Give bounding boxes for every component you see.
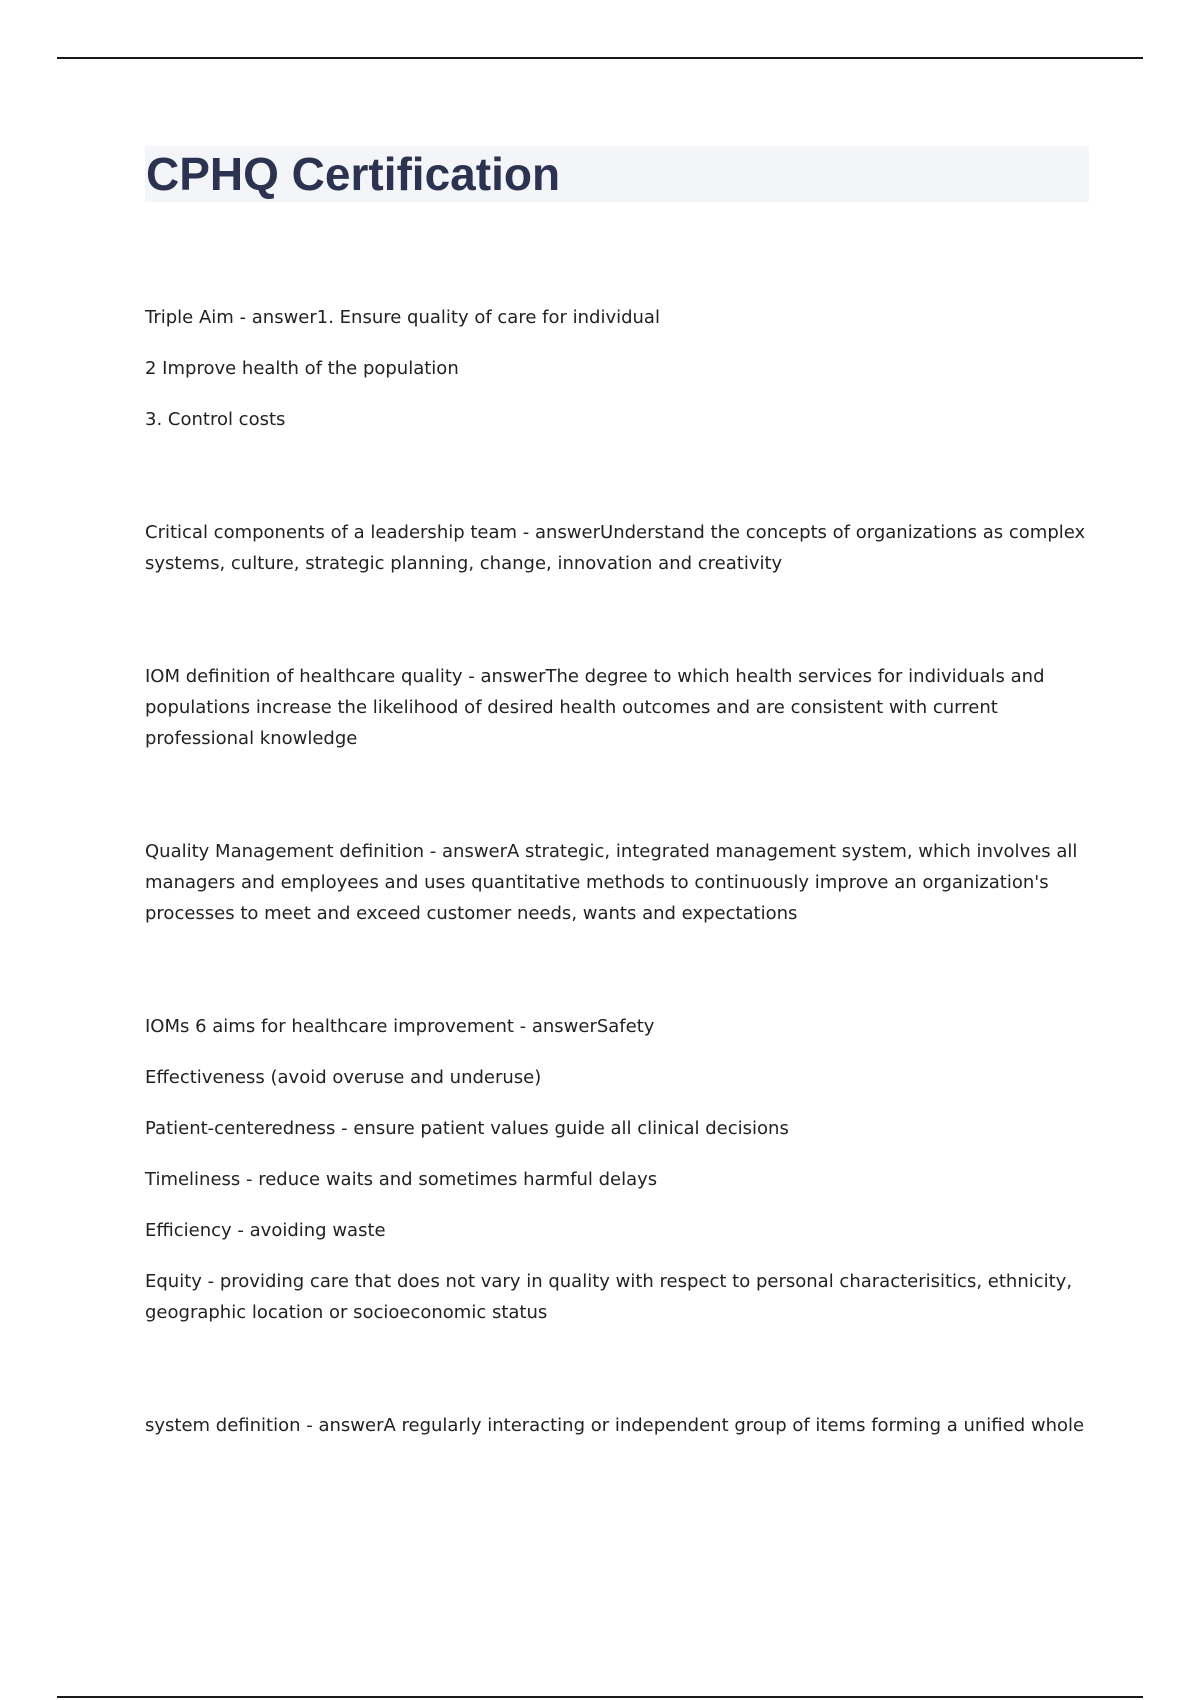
flashcard-line: IOMs 6 aims for healthcare improvement - answerSafety xyxy=(145,1016,655,1037)
flashcard-line: Equity - providing care that does not vary in quality with respect to personal characterisitics, ethnicity, geographic location or socioeconomic status xyxy=(145,1271,1073,1323)
flashcard-line: 3. Control costs xyxy=(145,409,286,430)
flashcard-line: Patient-centeredness - ensure patient values guide all clinical decisions xyxy=(145,1118,789,1139)
flashcard-line: IOM definition of healthcare quality - answerThe degree to which health services for individuals and populations increase the likelihood of desired health outcomes and are consistent with current professional knowledge xyxy=(145,666,1045,749)
flashcard-system-definition xyxy=(145,1410,1095,1441)
top-rule xyxy=(57,57,1143,59)
flashcard-line: Timeliness - reduce waits and sometimes harmful delays xyxy=(145,1169,658,1190)
flashcard-line: Quality Management definition - answerA strategic, integrated management system, which involves all managers and employees and uses quantitative methods to continuously improve an organization's processes to meet and exceed customer needs, wants and expectations xyxy=(145,841,1078,924)
bottom-rule xyxy=(57,1696,1143,1698)
flashcard-list xyxy=(145,302,1095,1441)
flashcard-line: Efficiency - avoiding waste xyxy=(145,1220,386,1241)
flashcard-triple-aim xyxy=(145,302,1095,435)
flashcard-iom-quality xyxy=(145,661,1095,754)
flashcard-leadership-team xyxy=(145,517,1095,579)
flashcard-quality-management xyxy=(145,836,1095,929)
flashcard-line: system definition - answerA regularly interacting or independent group of items forming a unified whole xyxy=(145,1415,1085,1436)
flashcard-line: 2 Improve health of the population xyxy=(145,358,459,379)
flashcard-line: Effectiveness (avoid overuse and underuse) xyxy=(145,1067,542,1088)
flashcard-iom-aims xyxy=(145,1011,1095,1328)
flashcard-line: Triple Aim - answer1. Ensure quality of care for individual xyxy=(145,307,660,328)
page-title: CPHQ Certification xyxy=(146,148,561,200)
flashcard-line: Critical components of a leadership team - answerUnderstand the concepts of organizations as complex systems, culture, strategic planning, change, innovation and creativity xyxy=(145,522,1086,574)
